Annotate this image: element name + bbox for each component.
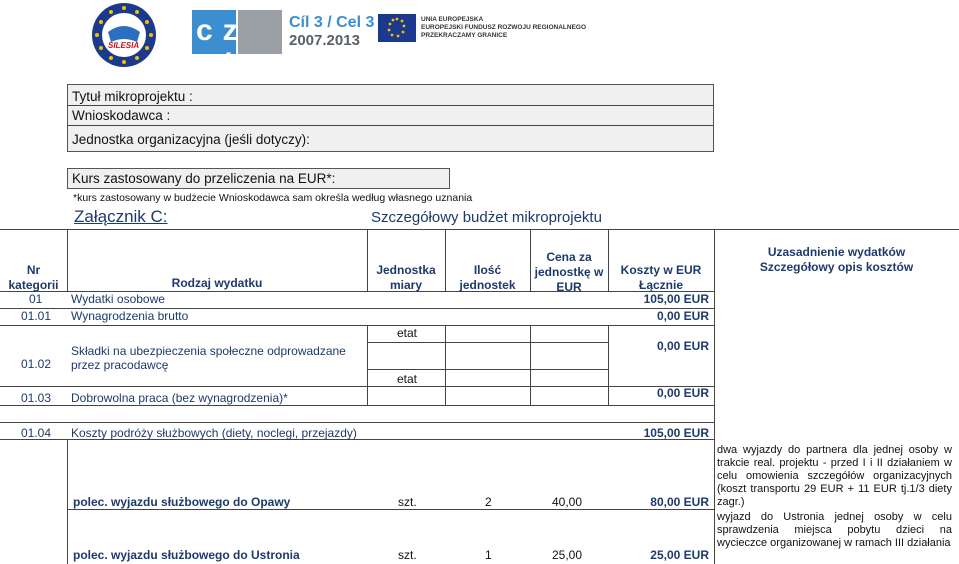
- project-info-box: [67, 84, 714, 152]
- row-01-04-nr: 01.04: [21, 426, 52, 440]
- trip-row-ustron: [0, 548, 714, 564]
- trip-1-price: 40,00: [552, 495, 583, 509]
- cil-line1: Cíl 3 / Cel 3: [289, 14, 375, 31]
- col-header-just-line1: Uzasadnienie wydatków: [767, 245, 906, 259]
- trip-1-name: polec. wyjazdu służbowego do Opawy: [73, 495, 291, 509]
- row-01-03-name: Dobrowolna praca (bez wynagrodzenia)*: [71, 391, 288, 405]
- row-01-01-nr: 01.01: [21, 309, 52, 323]
- row-01: [0, 292, 714, 309]
- row-01-02-name-line1: Składki na ubezpieczenia społeczne odprowadzane: [71, 344, 346, 358]
- col-header-nr-line2: kategorii: [8, 278, 59, 292]
- org-unit-label: Jednostka organizacyjna (jeśli dotyczy):: [72, 132, 310, 147]
- row-unit-etat-2: etat: [397, 372, 418, 386]
- col-header-type: Rodzaj wydatku: [171, 276, 263, 290]
- col-header-price-line3: EUR: [556, 280, 582, 294]
- trip-2-justification: wyjazd do Ustronia jednej osoby w celu sprawdzenia miejsca pobytu dzieci na wycieczce organizowanej w ramach III działania: [717, 511, 952, 549]
- row-01-03-total: 0,00 EUR: [656, 386, 709, 400]
- row-01-02: [0, 339, 714, 372]
- row-01-01-name: Wynagrodzenia brutto: [71, 309, 189, 323]
- col-header-qty-line1: Ilość: [473, 263, 502, 277]
- col-header-qty-line2: jednostek: [459, 278, 516, 292]
- budget-title: Szczegółowy budżet mikroprojektu: [371, 209, 602, 226]
- trip-2-unit: szt.: [398, 548, 417, 562]
- eu-line2: EUROPEJSKI FUNDUSZ ROZWOJU REGIONALNEGO: [421, 24, 587, 31]
- trip-1-total: 80,00 EUR: [650, 495, 709, 509]
- silesia-logo-text: SILESIA: [108, 41, 140, 50]
- col-header-just-line2: Szczegółowy opis kosztów: [759, 260, 914, 274]
- eu-text-block: [421, 16, 586, 40]
- col-header-cost-line1: Koszty w EUR: [620, 263, 702, 277]
- trip-1-unit: szt.: [398, 495, 417, 509]
- trip-2-total: 25,00 EUR: [650, 548, 709, 562]
- trip-1-qty: 2: [485, 495, 492, 509]
- applicant-label: Wnioskodawca :: [72, 108, 171, 123]
- row-01-03-nr: 01.03: [21, 391, 52, 405]
- row-01-02-nr: 01.02: [21, 357, 52, 371]
- col-header-unit: [367, 263, 445, 293]
- row-01-04-total: 105,00 EUR: [643, 426, 709, 440]
- row-01-01-total: 0,00 EUR: [656, 309, 709, 323]
- col-header-unit-line2: miary: [389, 278, 423, 292]
- silesia-logo: [91, 2, 157, 68]
- row-01-01: [0, 309, 714, 326]
- row-01-total: 105,00 EUR: [643, 292, 709, 306]
- eu-line1: UNIA EUROPEJSKA: [421, 16, 484, 23]
- trip-row-opawa: [0, 495, 714, 511]
- annex-title: Załącznik C:: [74, 207, 168, 226]
- row-01-04-name: Koszty podróży służbowych (diety, noclegi, przejazdy): [71, 426, 357, 440]
- trip-2-name: polec. wyjazdu służbowego do Ustronia: [73, 548, 300, 562]
- col-header-cost: [608, 263, 714, 293]
- row-01-nr: 01: [29, 292, 43, 306]
- trip-2-qty: 1: [485, 548, 492, 562]
- col-header-nr-line1: Nr: [26, 263, 41, 277]
- col-header-price: [530, 250, 608, 295]
- cil-cel-logo-text: [289, 14, 374, 49]
- col-header-cost-line2: Łącznie: [638, 278, 683, 292]
- exchange-rate-note: *kurs zastosowany w budżecie Wnioskodawca sam określa według własnego uznania: [73, 192, 473, 204]
- col-header-justification: [714, 245, 959, 275]
- exchange-rate-label: Kurs zastosowany do przeliczenia na EUR*:: [72, 171, 336, 186]
- trip-2-price: 25,00: [552, 548, 583, 562]
- project-title-label: Tytuł mikroprojektu :: [72, 89, 193, 104]
- col-header-price-line1: Cena za: [546, 250, 592, 264]
- row-01-03: [0, 386, 714, 406]
- col-header-price-line2: jednostkę w: [534, 265, 604, 279]
- eu-flag-icon: [378, 14, 416, 42]
- col-header-qty: [445, 263, 530, 293]
- row-01-02-total: 0,00 EUR: [656, 339, 709, 353]
- row-unit-etat-1: etat: [397, 326, 418, 340]
- czpl-logo: [192, 10, 284, 81]
- exchange-rate-box: [67, 168, 450, 189]
- col-header-nr: [0, 263, 67, 293]
- trip-1-justification: dwa wyjazdy do partnera dla jednej osoby w trakcie real. projektu - przed I i II działaniem w celu omowienia szczegółów organizacyjnych (koszt transportu 29 EUR + 11 EUR tj.1/3 diety zagr.): [717, 444, 952, 508]
- row-01-name: Wydatki osobowe: [71, 292, 165, 306]
- col-header-unit-line1: Jednostka: [376, 263, 436, 277]
- row-01-02-name-line2: przez pracodawcę: [71, 358, 169, 372]
- row-01-04: [0, 426, 714, 443]
- eu-line3: PRZEKRACZAMY GRANICE: [421, 32, 508, 39]
- czpl-logo-text: cz pl: [196, 14, 248, 81]
- cil-line2: 2007.2013: [289, 32, 360, 49]
